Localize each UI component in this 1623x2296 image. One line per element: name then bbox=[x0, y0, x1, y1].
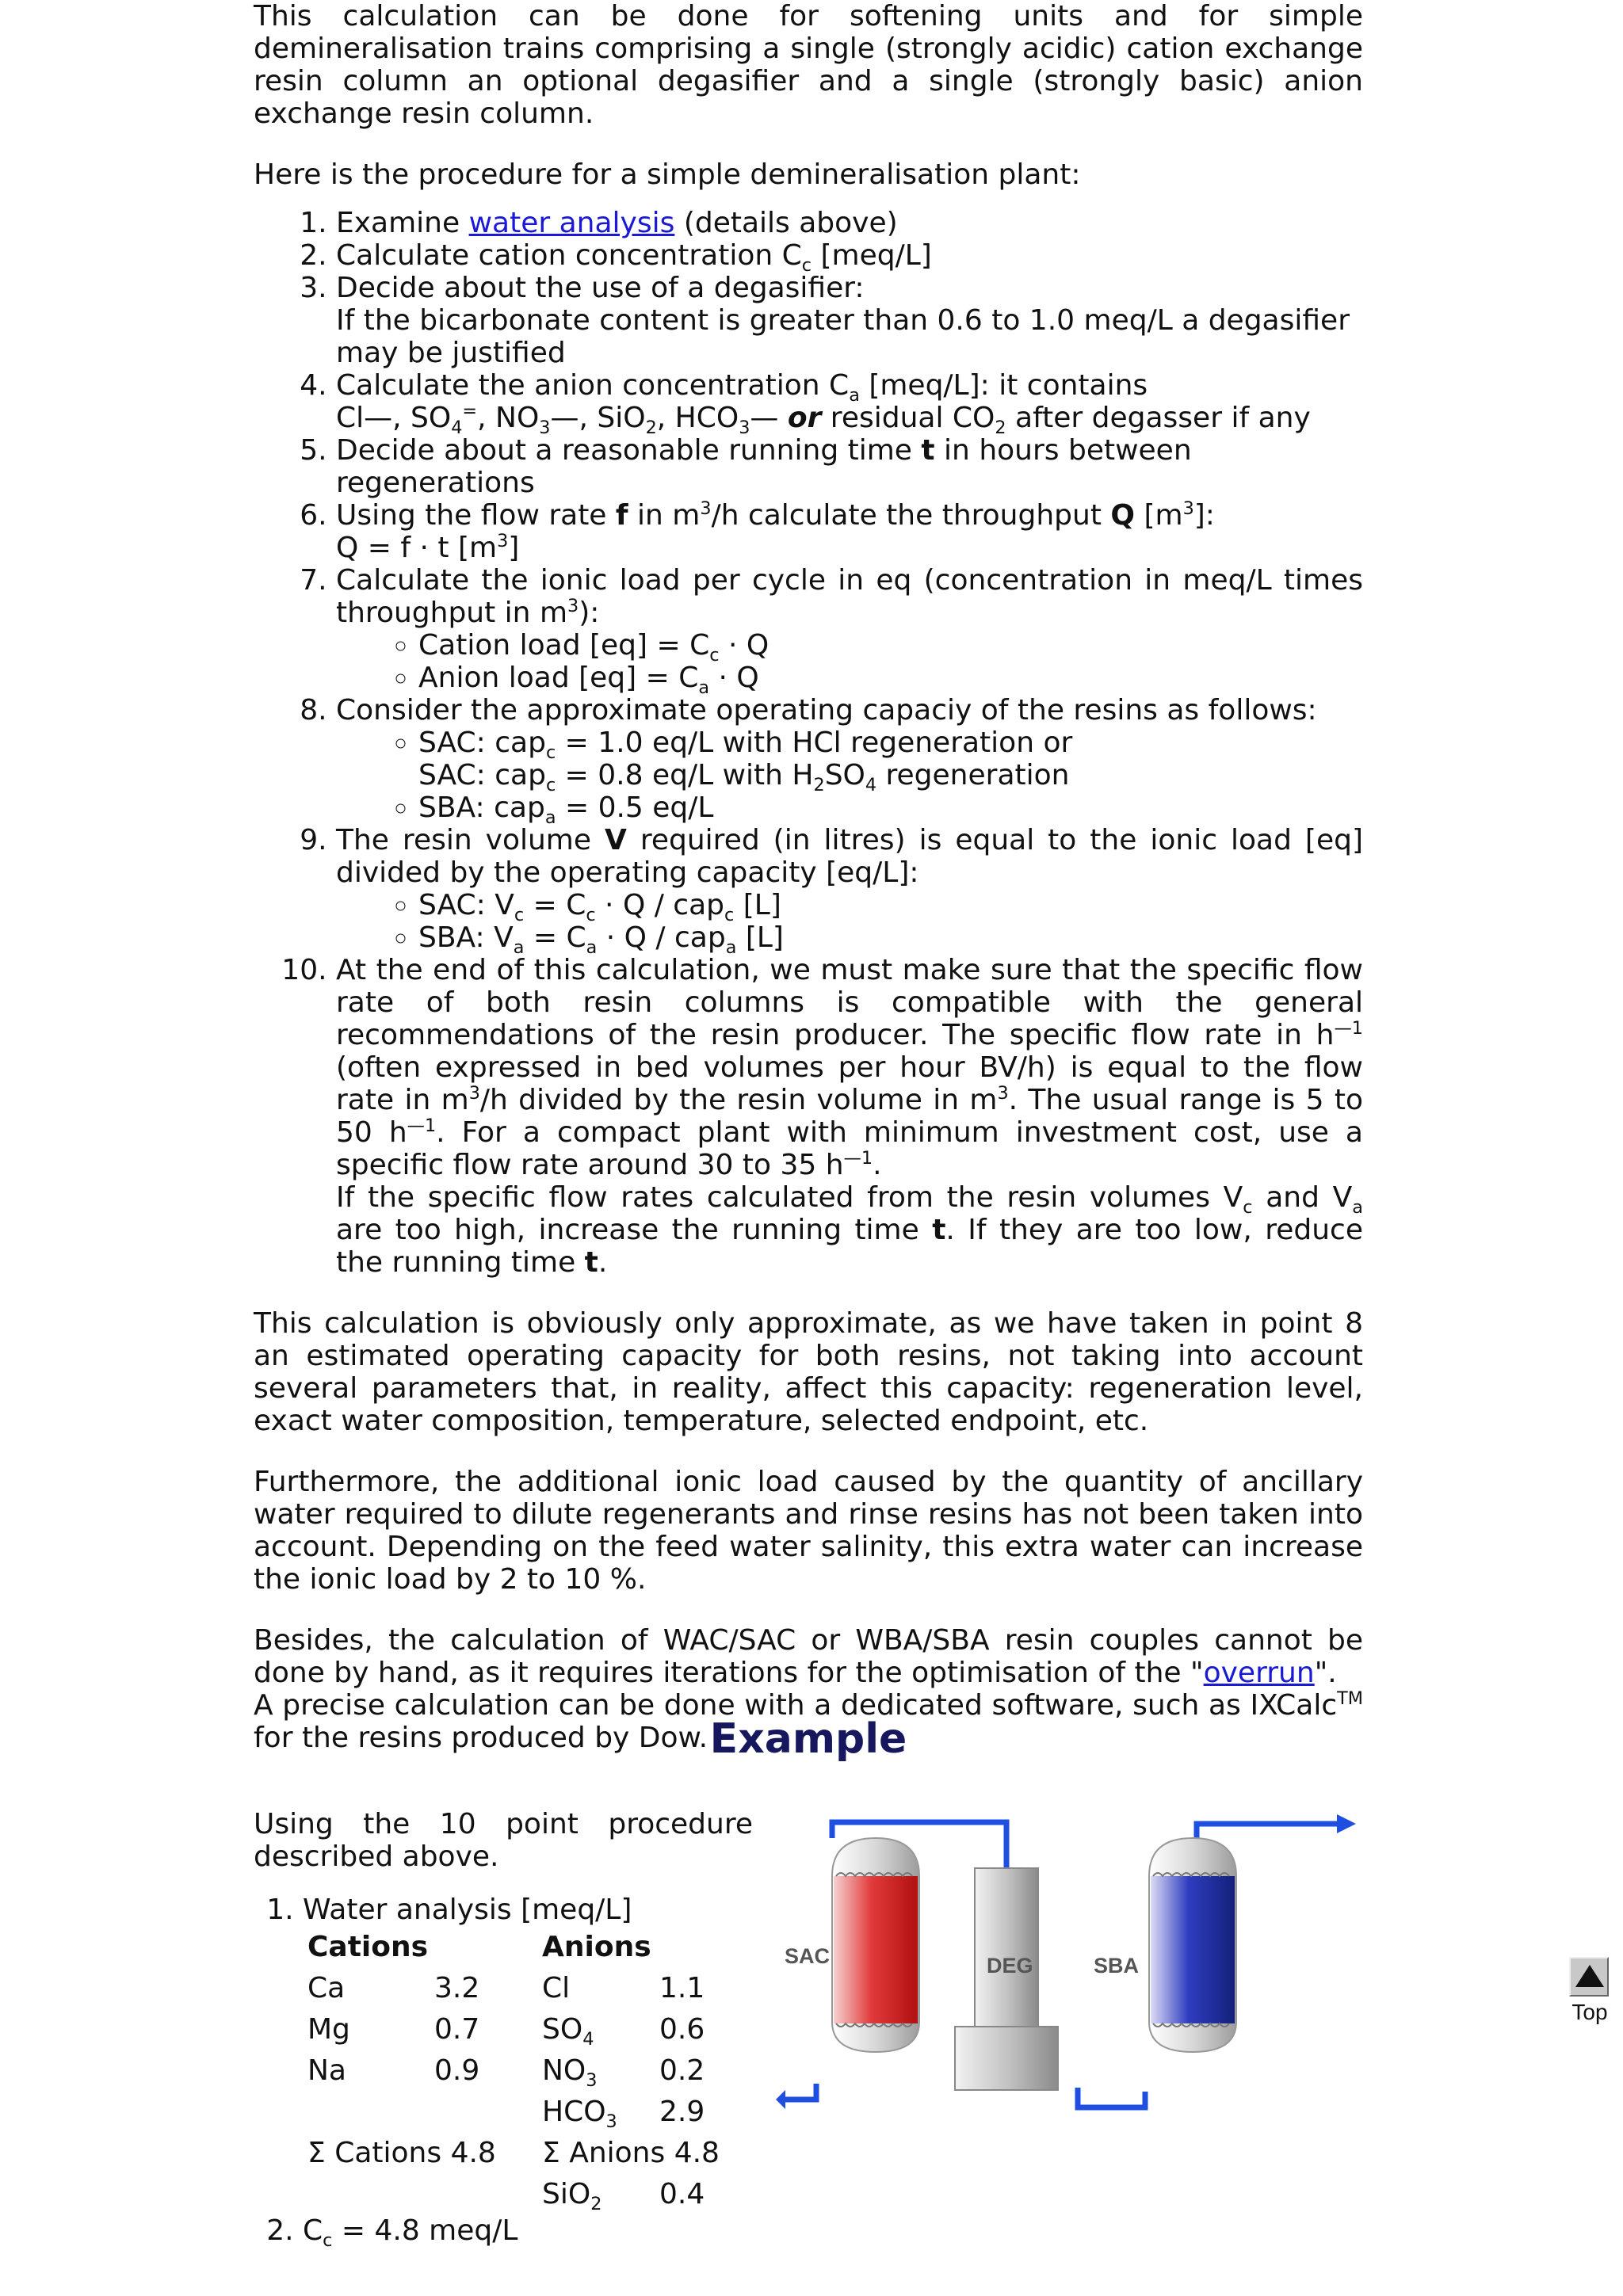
sba-column bbox=[1149, 1838, 1236, 2052]
deg-column bbox=[955, 1868, 1058, 2090]
pipe-inlet bbox=[781, 2084, 816, 2100]
step-8: 8. Consider the approximate operating capaciy of the resins as follows: ◦ SAC: cap$_c$ = 1.0 eq/L with HCl regeneration or SAC: cap$_c$ = 0.8 eq/L with $H_2SO_4$ regeneration ◦ SBA: cap$_a$ = 0.5 eq/L bbox=[336, 694, 1363, 824]
example-intro: Using the 10 point procedure described above. bbox=[254, 1808, 753, 1873]
step-5: 5. Decide about a reasonable running time t in hours between regenerations bbox=[336, 434, 1363, 499]
example-title: Example bbox=[709, 1715, 907, 1763]
sac-capacity: ◦ SAC: cap$_c$ = 1.0 eq/L with HCl regeneration or SAC: cap$_c$ = 0.8 eq/L with $H_2SO_4$ regeneration bbox=[418, 727, 1363, 791]
example-section bbox=[254, 1715, 1363, 1763]
article-body bbox=[254, 0, 1363, 1754]
procedure-intro: Here is the procedure for a simple demineralisation plant: bbox=[254, 158, 1081, 191]
anions-total: Σ Anions 4.8 bbox=[542, 2136, 720, 2169]
anion-value: 0.6 bbox=[659, 2012, 705, 2046]
cation-name: Mg bbox=[307, 2012, 350, 2046]
sac-column bbox=[832, 1838, 919, 2052]
step-2: 2. Calculate cation concentration $C_c$ [meq/L] bbox=[336, 239, 1363, 272]
anion-name: Cl bbox=[542, 1971, 571, 2004]
anion-value: 0.2 bbox=[659, 2054, 705, 2087]
table-row bbox=[307, 2173, 723, 2214]
anions-header: Anions bbox=[542, 1930, 651, 1963]
top-button[interactable] bbox=[1569, 1957, 1610, 2025]
sba-capacity: ◦ SBA: cap$_a$ = 0.5 eq/L bbox=[418, 791, 1363, 824]
cations-total: Σ Cations 4.8 bbox=[307, 2136, 496, 2169]
up-arrow-icon[interactable] bbox=[1569, 1957, 1609, 1997]
cation-load: ◦ Cation load $[eq] = C_c \cdot Q$ bbox=[418, 629, 1363, 662]
anion-name: SiO$_2$ bbox=[542, 2177, 602, 2214]
sba-volume: ◦ SBA: $V_a = C_a \cdot Q / cap_a$ [L] bbox=[418, 921, 1363, 954]
table-row bbox=[307, 2091, 723, 2132]
table-header bbox=[307, 1926, 723, 1967]
deg-label: DEG bbox=[987, 1954, 1033, 1978]
example-text bbox=[254, 1808, 753, 2252]
approximation-paragraph: This calculation is obviously only approximate, as we have taken in point 8 an estimated operating capacity for both resins, not taking into account several parameters that, in reality, affect this capacity: regeneration level, exact water composition, temperature, selected endpoint, etc. bbox=[254, 1307, 1363, 1437]
pipe-outlet bbox=[1197, 1824, 1339, 1838]
sac-volume: ◦ SAC: $V_c = C_c \cdot Q / cap_c$ [L] bbox=[418, 889, 1363, 921]
besides-paragraph: Besides, the calculation of WAC/SAC or WBA/SBA resin couples cannot be done by hand, as it requires iterations for the optimisation of the "overrun". A precise calculation can be done with a dedicated software, such as IXCalc™ for the resins produced by Dow. bbox=[254, 1624, 1363, 1754]
table-row bbox=[307, 2008, 723, 2050]
example-step-1: 1. Water analysis [meq/L] Cations Anions Ca 3.2 Cl 1.1 Mg 0.7 $SO_4$ 0.6 Na 0.9 $NO_3$ 0.2 $HCO_3$ 2.9 Σ Cations 4.8 Σ Anions 4.8 SiO$_2$ 0.4 bbox=[303, 1894, 753, 2214]
cation-value: 0.9 bbox=[434, 2054, 480, 2087]
cations-header: Cations bbox=[307, 1930, 429, 1963]
step-6: 6. Using the flow rate f in $m^3/h$ calculate the throughput Q $[m^3]$: Q = f · t $[m^3]$ bbox=[336, 499, 1363, 564]
anion-load: ◦ Anion load $[eq] = C_a \cdot Q$ bbox=[418, 662, 1363, 694]
anion-value: 0.4 bbox=[659, 2177, 705, 2210]
cation-name: Ca bbox=[307, 1971, 346, 2004]
step-10: 10. At the end of this calculation, we must make sure that the specific flow rate of both resin columns is compatible with the general recommendations of the resin producer. The specific flow rate in $h^{—1}$ (often expressed in bed volumes per hour BV/h) is equal to the flow rate in $m^3/h$ divided by the resin volume in $m^3$. The usual range is 5 to 50 $h^{—1}$. For a compact plant with minimum investment cost, use a specific flow rate around 30 to 35 $h^{—1}$. If the specific flow rates calculated from the resin volumes $V_c$ and $V_a$ are too high, increase the running time t. If they are too low, reduce the running time t. bbox=[336, 954, 1363, 1279]
step-4: 4. Calculate the anion concentration $C_a$ [meq/L]: it contains Cl—, $SO_4^=$, $NO_3—$, SiO$_2$, $HCO_3—$ or residual $CO_2$ after degasser if any bbox=[336, 369, 1363, 434]
outlet-arrow-icon bbox=[1337, 1814, 1356, 1833]
top-label: Top bbox=[1571, 2000, 1608, 2024]
water-analysis-link[interactable]: water analysis bbox=[468, 207, 675, 239]
anion-name: $SO_4$ bbox=[542, 2012, 594, 2050]
inlet-arrow-icon bbox=[776, 2090, 785, 2109]
water-analysis-table bbox=[307, 1926, 723, 2214]
sac-label: SAC bbox=[785, 1944, 831, 1968]
example-step-2: 2. $C_c = 4.8$ meq/L bbox=[303, 2214, 753, 2247]
step-1: 1. Examine water analysis (details above) bbox=[336, 207, 1363, 239]
anion-value: 2.9 bbox=[659, 2095, 705, 2128]
cation-name: Na bbox=[307, 2054, 346, 2087]
overrun-link[interactable]: overrun bbox=[1203, 1657, 1315, 1689]
step-7: 7. Calculate the ionic load per cycle in eq (concentration in meq/L times throughput in $m^3$): ◦ Cation load $[eq] = C_c \cdot Q$ ◦ Anion load $[eq] = C_a \cdot Q$ bbox=[336, 564, 1363, 694]
anion-name: $NO_3$ bbox=[542, 2054, 598, 2091]
cation-value: 3.2 bbox=[434, 1971, 480, 2004]
procedure-list bbox=[254, 207, 1363, 1279]
step-9: 9. The resin volume V required (in litres) is equal to the ionic load [eq] divided by the operating capacity [eq/L]: ◦ SAC: $V_c = C_c \cdot Q / cap_c$ [L] ◦ SBA: $V_a = C_a \cdot Q / cap_a$ [L] bbox=[336, 824, 1363, 954]
pipe-deg-to-sba bbox=[1078, 2088, 1145, 2107]
step-3: 3. Decide about the use of a degasifier: If the bicarbonate content is greater than 0.6 to 1.0 meq/L a degasifier may be justified bbox=[336, 272, 1363, 369]
plant-schematic bbox=[773, 1814, 1375, 2155]
demineralisation-diagram bbox=[773, 1814, 1375, 2155]
cation-value: 0.7 bbox=[434, 2012, 480, 2046]
anion-list: Cl—, $SO_4^=$, $NO_3—$, SiO$_2$, $HCO_3—$ or residual $CO_2$ after degasser if any bbox=[336, 401, 1311, 439]
example-list bbox=[254, 1894, 753, 2252]
sba-label: SBA bbox=[1094, 1954, 1140, 1978]
furthermore-paragraph: Furthermore, the additional ionic load caused by the quantity of ancillary water required to dilute regenerants and rinse resins has not been taken into account. Depending on the feed water salinity, this extra water can increase the ionic load by 2 to 10 %. bbox=[254, 1466, 1363, 1596]
table-row bbox=[307, 1967, 723, 2008]
anion-value: 1.1 bbox=[659, 1971, 705, 2004]
table-row bbox=[307, 2132, 723, 2173]
table-row bbox=[307, 2050, 723, 2091]
intro-paragraph: This calculation can be done for softening units and for simple demineralisation trains comprising a single (strongly acidic) cation exchange resin column an optional degasifier and a single (strongly basic) anion exchange resin column. bbox=[254, 0, 1363, 130]
anion-name: $HCO_3$ bbox=[542, 2095, 617, 2132]
